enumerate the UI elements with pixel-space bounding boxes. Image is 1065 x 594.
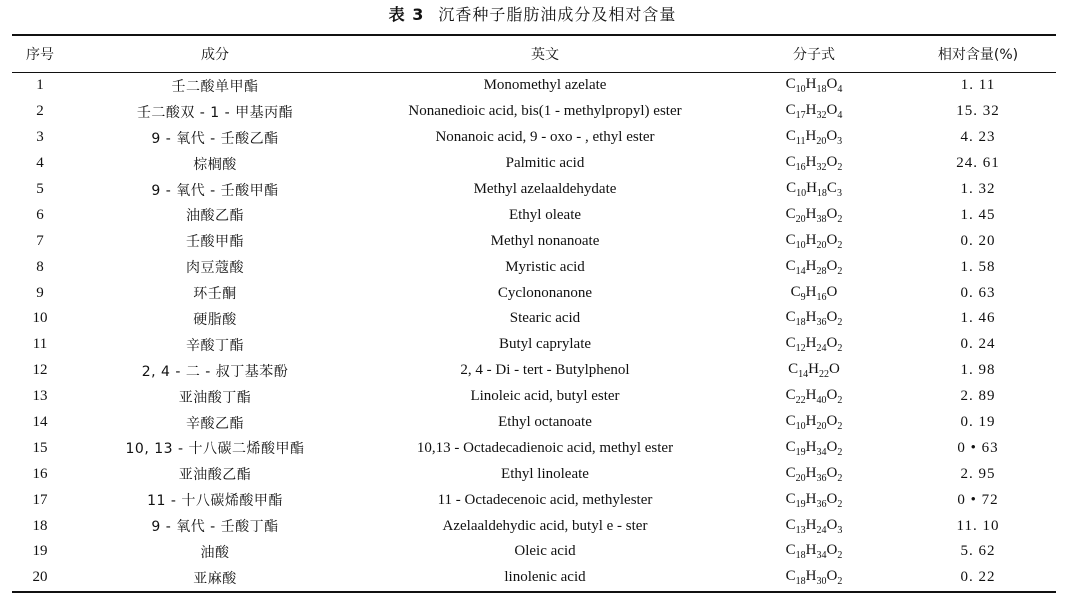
row-number: 17: [32, 491, 48, 508]
table-row: [12, 487, 1056, 513]
relative-content: 24. 61: [956, 155, 1000, 172]
relative-content: 1. 32: [960, 181, 996, 197]
table-row: [12, 461, 1056, 487]
molecular-formula: $C_{17}H_{32}O_4$: [785, 102, 843, 122]
relative-content: 0 • 63: [957, 439, 999, 456]
component-name: 硬脂酸: [193, 311, 237, 328]
table-row: [12, 202, 1056, 228]
component-name: 壬二酸单甲酯: [171, 78, 259, 95]
table-row: [12, 435, 1056, 461]
component-name: 壬酸甲酯: [186, 234, 244, 251]
english-name: Ethyl oleate: [508, 206, 582, 223]
english-name: 2, 4 - Di - tert - Butylphenol: [460, 362, 630, 379]
english-name: Ethyl octanoate: [498, 414, 592, 431]
header-component: 成分: [68, 35, 362, 73]
relative-content: 0. 63: [960, 284, 996, 301]
relative-content: 1. 98: [960, 362, 996, 379]
component-name: 2, 4 - 二 - 叔丁基苯酚: [141, 363, 289, 380]
row-number: 16: [32, 465, 48, 482]
row-number: 13: [32, 388, 48, 405]
table-row: [12, 177, 1056, 203]
molecular-formula: $C_{13}H_{24}O_3$: [785, 516, 843, 536]
table-title: 沉香种子脂肪油成分及相对含量: [438, 5, 677, 24]
english-name: Ethyl linoleate: [501, 465, 589, 482]
relative-content: 0 • 72: [957, 491, 999, 508]
row-number: 8: [36, 258, 44, 275]
molecular-formula: $C_{10}H_{18}C_3$: [786, 180, 842, 199]
table-label: 表 3: [388, 5, 425, 24]
component-name: 辛酸丁酯: [186, 337, 244, 354]
table-row: [12, 125, 1056, 151]
table-caption: [0, 2, 1065, 25]
relative-content: 0. 19: [960, 414, 996, 431]
molecular-formula: $C_{11}H_{20}O_3$: [785, 128, 843, 148]
molecular-formula: $C_{10}H_{20}O_2$: [785, 413, 843, 433]
english-name: Butyl caprylate: [498, 336, 592, 353]
molecular-formula: $C_{14}H_{22}O$: [788, 361, 840, 381]
relative-content: 11. 10: [956, 517, 1000, 534]
english-name: Methyl azelaaldehydate: [473, 181, 617, 197]
english-name: linolenic acid: [362, 565, 728, 592]
molecular-formula: $C_{10}H_{20}O_2$: [785, 231, 843, 251]
relative-content: 1. 58: [960, 258, 996, 275]
component-name: 亚麻酸: [68, 565, 362, 592]
relative-content: 5. 62: [960, 543, 996, 560]
molecular-formula: $C_{16}H_{32}O_2$: [785, 154, 843, 174]
component-name: 油酸乙酯: [186, 208, 244, 225]
molecular-formula: $C_{20}H_{38}O_2$: [785, 205, 843, 225]
english-name: Cyclononanone: [497, 284, 593, 301]
row-number: 12: [32, 362, 48, 379]
table-row: [12, 565, 1056, 592]
english-name: Myristic acid: [505, 258, 585, 275]
header-english: 英文: [362, 35, 728, 73]
component-name: 9 - 氧代 - 壬酸甲酯: [151, 182, 279, 199]
table-row: [12, 151, 1056, 177]
relative-content: 2. 89: [960, 388, 996, 405]
row-number: 1: [36, 77, 44, 94]
row-number: 20: [12, 565, 68, 592]
row-number: 6: [36, 206, 44, 223]
component-name: 辛酸乙酯: [186, 415, 244, 432]
molecular-formula: $C_{10}H_{18}O_4$: [785, 76, 843, 96]
component-name: 9 - 氧代 - 壬酸丁酯: [151, 519, 279, 536]
molecular-formula: $C_{18}H_{36}O_2$: [785, 309, 843, 329]
table-row: [12, 254, 1056, 280]
table-body: [12, 73, 1056, 592]
molecular-formula: $C_{18}H_{34}O_2$: [785, 542, 843, 562]
component-name: 10, 13 - 十八碳二烯酸甲酯: [125, 441, 305, 458]
english-name: Azelaaldehydic acid, butyl e - ster: [442, 517, 648, 534]
component-name: 环壬酮: [193, 286, 237, 303]
table-row: [12, 358, 1056, 384]
header-formula: 分子式: [728, 35, 900, 73]
molecular-formula: $C_{20}H_{36}O_2$: [785, 464, 843, 484]
component-name: 油酸: [200, 544, 230, 561]
component-name: 亚油酸乙酯: [178, 467, 252, 484]
relative-content: 15. 32: [956, 103, 1000, 120]
english-name: Oleic acid: [514, 543, 576, 560]
english-name: Methyl nonanoate: [490, 232, 600, 249]
header-no: 序号: [12, 35, 68, 73]
row-number: 14: [32, 414, 48, 431]
component-name: 亚油酸丁酯: [178, 389, 252, 406]
component-name: 肉豆蔻酸: [186, 260, 244, 277]
row-number: 15: [32, 439, 48, 456]
component-name: 9 - 氧代 - 壬酸乙酯: [151, 130, 279, 147]
row-number: 4: [36, 155, 44, 172]
relative-content: 0. 24: [960, 336, 996, 353]
molecular-formula: $C_{19}H_{36}O_2$: [785, 490, 843, 510]
relative-content: 1. 45: [960, 206, 996, 223]
table-row: [12, 73, 1056, 99]
table-row: [12, 539, 1056, 565]
molecular-formula: $C_{12}H_{24}O_2$: [785, 335, 843, 355]
molecular-formula: $C_9H_{16}O$: [790, 283, 838, 303]
header-row: [12, 35, 1056, 73]
header-content: 相对含量(%): [900, 35, 1056, 73]
composition-table: [12, 34, 1056, 593]
row-number: 7: [36, 232, 44, 249]
table-row: [12, 384, 1056, 410]
row-number: 9: [36, 284, 44, 301]
table-row: [12, 513, 1056, 539]
row-number: 3: [36, 129, 44, 146]
row-number: 5: [36, 181, 44, 197]
component-name: 壬二酸双 - 1 - 甲基丙酯: [136, 104, 294, 121]
relative-content: 1. 11: [960, 77, 996, 94]
molecular-formula: $C_{22}H_{40}O_2$: [785, 387, 843, 407]
english-name: Linoleic acid, butyl ester: [470, 388, 620, 405]
table-row: [12, 306, 1056, 332]
english-name: 10,13 - Octadecadienoic acid, methyl ester: [416, 439, 674, 456]
english-name: Monomethyl azelate: [483, 77, 607, 94]
component-name: 棕榈酸: [193, 156, 237, 173]
relative-content: 0. 20: [960, 232, 996, 249]
molecular-formula: $C_{19}H_{34}O_2$: [785, 438, 843, 458]
molecular-formula: $C_{18}H_{30}O_2$: [728, 565, 900, 592]
molecular-formula: $C_{14}H_{28}O_2$: [785, 257, 843, 277]
row-number: 19: [32, 543, 48, 560]
row-number: 18: [32, 517, 48, 534]
row-number: 10: [32, 310, 48, 327]
table-row: [12, 99, 1056, 125]
table-row: [12, 332, 1056, 358]
english-name: 11 - Octadecenoic acid, methylester: [437, 491, 653, 508]
relative-content: 2. 95: [960, 465, 996, 482]
relative-content: 0. 22: [900, 565, 1056, 592]
row-number: 2: [36, 103, 44, 120]
table-row: [12, 280, 1056, 306]
component-name: 11 - 十八碳烯酸甲酯: [147, 493, 283, 510]
relative-content: 4. 23: [960, 129, 996, 146]
english-name: Palmitic acid: [505, 155, 585, 172]
relative-content: 1. 46: [960, 310, 996, 327]
english-name: Stearic acid: [509, 310, 581, 327]
table-row: [12, 410, 1056, 436]
english-name: Nonanedioic acid, bis(1 - methylpropyl) ester: [408, 103, 682, 120]
english-name: Nonanoic acid, 9 - oxo - , ethyl ester: [435, 129, 655, 146]
row-number: 11: [32, 336, 48, 353]
table-row: [12, 228, 1056, 254]
